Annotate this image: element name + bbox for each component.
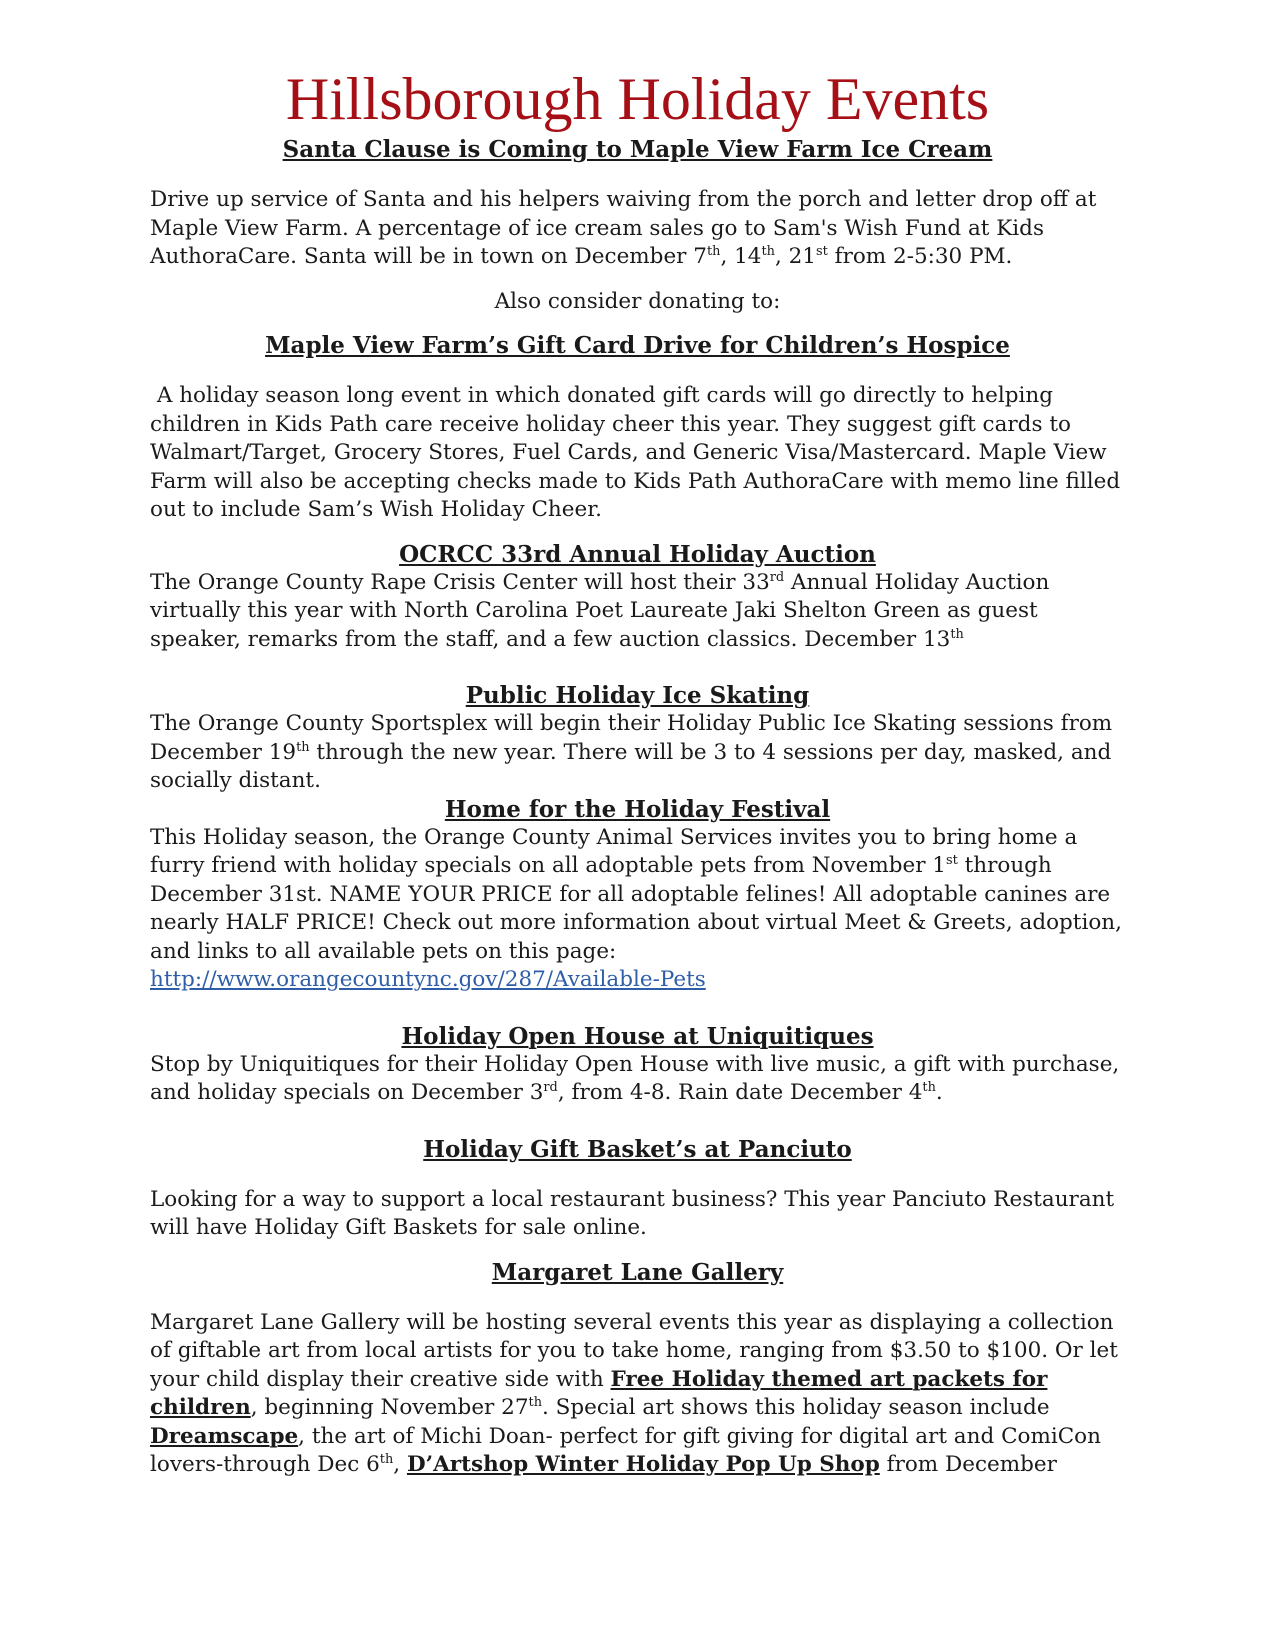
- skating-heading: Public Holiday Ice Skating: [465, 682, 810, 709]
- gallery-text-e: ,: [393, 1452, 407, 1477]
- ocrcc-heading: OCRCC 33rd Annual Holiday Auction: [399, 540, 876, 568]
- gallery-text-c: . Special art shows this holiday season include: [542, 1395, 1050, 1420]
- uniquitiques-text-c: .: [935, 1080, 943, 1105]
- skating-text: [150, 710, 1125, 796]
- uniquitiques-text: [150, 1051, 1125, 1108]
- ocrcc-text-a: The Orange County Rape Crisis Center will host their 33: [150, 569, 770, 595]
- gallery-text-a: Margaret Lane Gallery will be hosting several events this year as displaying a collection of giftable art from local artists for you to take home, ranging from $3.50 to $100. Or let your child display their creative side with: [150, 1309, 1118, 1392]
- uniquitiques-text-a: Stop by Uniquitiques for their Holiday Open House with live music, a gift with purchase, and holiday specials on December 3: [150, 1051, 1120, 1105]
- giftcard-text: A holiday season long event in which donated gift cards will go directly to helping children in Kids Path care receive holiday cheer this year. They suggest gift cards to Walmart/Target, Grocery Stores, Fuel Cards, and Generic Visa/Mastercard. Maple View Farm will also be accepting checks made to Kids Path AuthoraCare with memo line filled out to include Sam’s Wish Holiday Cheer.: [150, 383, 1127, 522]
- festival-heading: Home for the Holiday Festival: [444, 795, 831, 823]
- festival-text-b: through December 31st. NAME YOUR PRICE for all adoptable felines! All adoptable canines are nearly HALF PRICE! Check out more information about virtual Meet & Greets, adoption, and links to all available pets on this page:: [150, 853, 1122, 964]
- giftcard-heading: Maple View Farm’s Gift Card Drive for Children’s Hospice: [265, 332, 1010, 359]
- dreamscape-link[interactable]: Dreamscape: [150, 1423, 299, 1449]
- gallery-text: [150, 1309, 1125, 1480]
- gallery-text-d: , the art of Michi Doan- perfect for gift giving for digital art and ComiCon lovers-through Dec 6: [150, 1423, 1101, 1477]
- gallery-text-b: , beginning November 27: [250, 1395, 529, 1420]
- ocrcc-sup-b: th: [950, 626, 964, 642]
- gallery-sup-b: th: [528, 1394, 542, 1410]
- ocrcc-text-b: Annual Holiday Auction virtually this year with North Carolina Poet Laureate Jaki Shelton Green as guest speaker, remarks from the staff, and a few auction classics. December 13: [150, 569, 1050, 652]
- uniquitiques-sup-b: th: [922, 1079, 936, 1095]
- gallery-sup-d: th: [379, 1451, 394, 1467]
- dartshop-link[interactable]: D’Artshop Winter Holiday Pop Up Shop: [406, 1452, 880, 1477]
- uniquitiques-heading: Holiday Open House at Uniquitiques: [401, 1022, 874, 1050]
- santa-text-c: , 21: [774, 244, 816, 269]
- ocrcc-text: [150, 569, 1125, 655]
- consider-text: Also consider donating to:: [494, 288, 781, 314]
- panciuto-text: Looking for a way to support a local restaurant business? This year Panciuto Restaurant will have Holiday Gift Baskets for sale online.: [150, 1186, 1115, 1240]
- santa-text-b: , 14: [720, 244, 762, 269]
- santa-text: [150, 186, 1125, 272]
- skating-text-a: The Orange County Sportsplex will begin their Holiday Public Ice Skating sessions from December 19: [150, 711, 1113, 765]
- santa-text-a: Drive up service of Santa and his helpers waiving from the porch and letter drop off at Maple View Farm. A percentage of ice cream sales go to Sam's Wish Fund at Kids AuthoraCare. Santa will be in town on December 7: [150, 187, 1097, 269]
- art-packets-link[interactable]: Free Holiday themed art packets for children: [150, 1366, 1048, 1420]
- skating-sup-a: th: [296, 739, 310, 755]
- skating-text-b: through the new year. There will be 3 to 4 sessions per day, masked, and socially distant.: [150, 739, 1112, 793]
- uniquitiques-sup-a: rd: [543, 1079, 558, 1095]
- santa-sup-c: st: [815, 243, 828, 259]
- festival-text: [150, 824, 1125, 995]
- page-title: Hillsborough Holiday Events: [285, 66, 990, 132]
- ocrcc-sup-a: rd: [769, 569, 785, 585]
- available-pets-link[interactable]: http://www.orangecountync.gov/287/Available-Pets: [150, 967, 706, 992]
- santa-text-d: from 2-5:30 PM.: [827, 244, 1013, 269]
- santa-sup-a: th: [706, 243, 721, 259]
- gallery-heading: Margaret Lane Gallery: [491, 1258, 784, 1286]
- festival-text-a: This Holiday season, the Orange County Animal Services invites you to bring home a furry friend with holiday specials on all adoptable pets from November 1: [150, 824, 1078, 878]
- gallery-text-f: from December: [879, 1452, 1057, 1477]
- uniquitiques-text-b: , from 4-8. Rain date December 4: [557, 1080, 923, 1105]
- panciuto-heading: Holiday Gift Basket’s at Panciuto: [423, 1135, 852, 1163]
- festival-sup-a: st: [945, 852, 958, 868]
- santa-heading: Santa Clause is Coming to Maple View Farm Ice Cream: [282, 136, 993, 163]
- santa-sup-b: th: [761, 243, 775, 259]
